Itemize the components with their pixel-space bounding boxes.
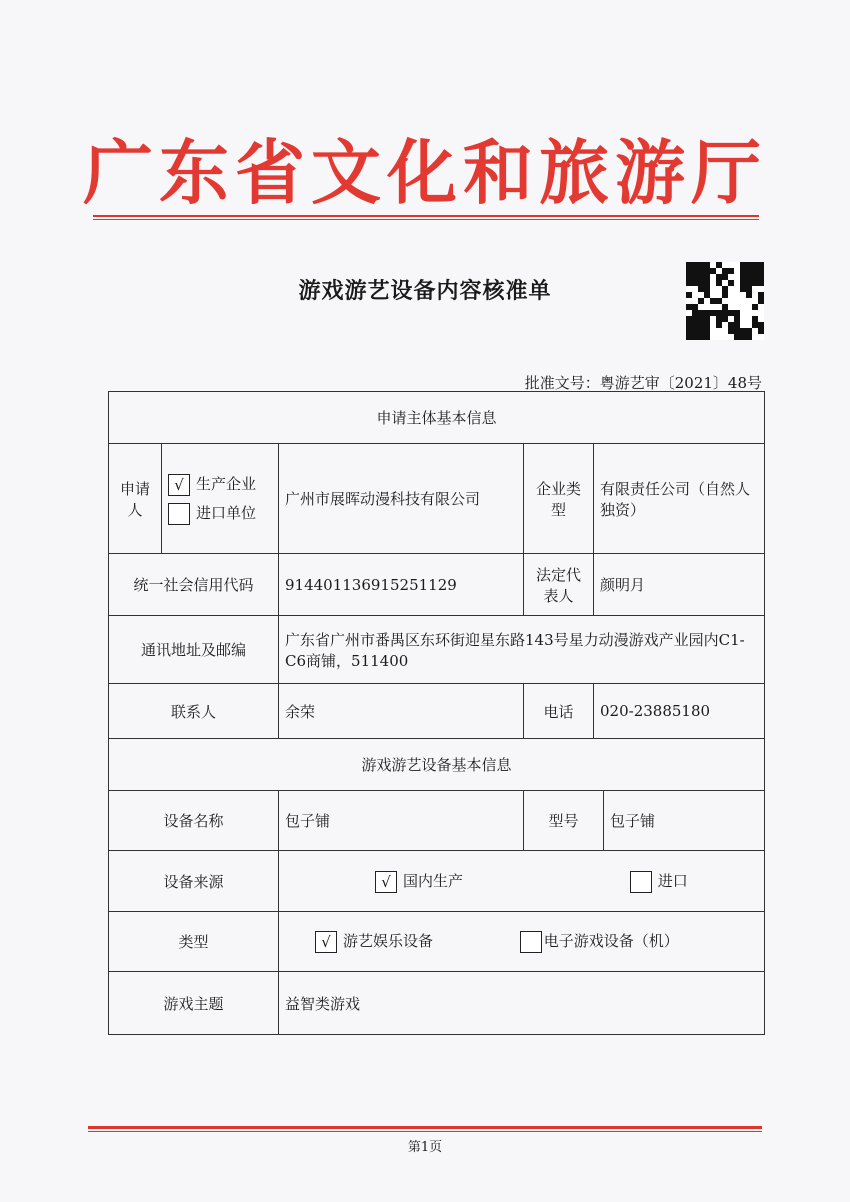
option-amusement[interactable] xyxy=(315,930,515,953)
checkbox-importer[interactable] xyxy=(168,503,190,525)
checkbox-domestic[interactable]: √ xyxy=(375,871,397,893)
checkbox-producer[interactable]: √ xyxy=(168,474,190,496)
device-name-label: 设备名称 xyxy=(109,791,279,851)
device-section-title: 游戏游艺设备基本信息 xyxy=(109,739,765,791)
option-domestic-label: 国内生产 xyxy=(403,871,464,890)
address-value: 广东省广州市番禺区东环街迎星东路143号星力动漫游戏产业园内C1-C6商铺，511400 xyxy=(279,616,765,684)
footer-divider xyxy=(88,1126,762,1129)
credit-code-value: 914401136915251129 xyxy=(279,554,524,616)
device-model-label: 型号 xyxy=(524,791,604,851)
game-theme-label: 游戏主题 xyxy=(109,972,279,1035)
address-label: 通讯地址及邮编 xyxy=(109,616,279,684)
checkbox-import[interactable] xyxy=(630,871,652,893)
footer-divider-thin xyxy=(88,1131,762,1132)
device-type-options xyxy=(279,912,765,972)
header-divider-thin xyxy=(93,219,759,220)
checkbox-electronic[interactable] xyxy=(520,931,542,953)
device-source-options xyxy=(279,851,765,912)
option-domestic[interactable] xyxy=(375,870,545,893)
option-producer[interactable] xyxy=(168,473,272,496)
option-importer[interactable] xyxy=(168,502,272,525)
legal-rep-value: 颜明月 xyxy=(594,554,765,616)
option-electronic[interactable] xyxy=(520,930,679,953)
device-source-label: 设备来源 xyxy=(109,851,279,912)
phone-label: 电话 xyxy=(524,684,594,739)
option-importer-label: 进口单位 xyxy=(196,503,257,522)
approval-form-table xyxy=(108,391,765,1035)
option-import-label: 进口 xyxy=(657,871,688,890)
credit-code-label: 统一社会信用代码 xyxy=(109,554,279,616)
device-type-label: 类型 xyxy=(109,912,279,972)
header-divider xyxy=(93,215,759,217)
legal-rep-label: 法定代表人 xyxy=(524,554,594,616)
device-name-value: 包子铺 xyxy=(279,791,524,851)
document-title: 游戏游艺设备内容核准单 xyxy=(298,278,552,304)
applicant-label: 申请人 xyxy=(109,444,162,554)
option-electronic-label: 电子游戏设备（机） xyxy=(543,932,679,950)
approval-number: 批准文号：粤游艺审〔2021〕48号 xyxy=(524,374,762,392)
checkbox-amusement[interactable]: √ xyxy=(315,931,337,953)
applicant-type-options xyxy=(162,444,279,554)
company-type-value: 有限责任公司（自然人独资） xyxy=(594,444,765,554)
option-import[interactable] xyxy=(630,870,688,893)
phone-value: 020-23885180 xyxy=(594,684,765,739)
agency-header: 广东省文化和旅游厅 xyxy=(83,131,767,214)
page-number: 第1页 xyxy=(407,1140,443,1155)
option-producer-label: 生产企业 xyxy=(196,474,257,493)
option-amusement-label: 游艺娱乐设备 xyxy=(343,932,434,950)
game-theme-value: 益智类游戏 xyxy=(279,972,765,1035)
company-name: 广州市展晖动漫科技有限公司 xyxy=(279,444,524,554)
qr-module xyxy=(758,334,764,340)
contact-value: 余荣 xyxy=(279,684,524,739)
device-model-value: 包子铺 xyxy=(604,791,765,851)
company-type-label: 企业类型 xyxy=(524,444,594,554)
qr-code-icon xyxy=(686,262,764,340)
contact-label: 联系人 xyxy=(109,684,279,739)
applicant-section-title: 申请主体基本信息 xyxy=(109,392,765,444)
